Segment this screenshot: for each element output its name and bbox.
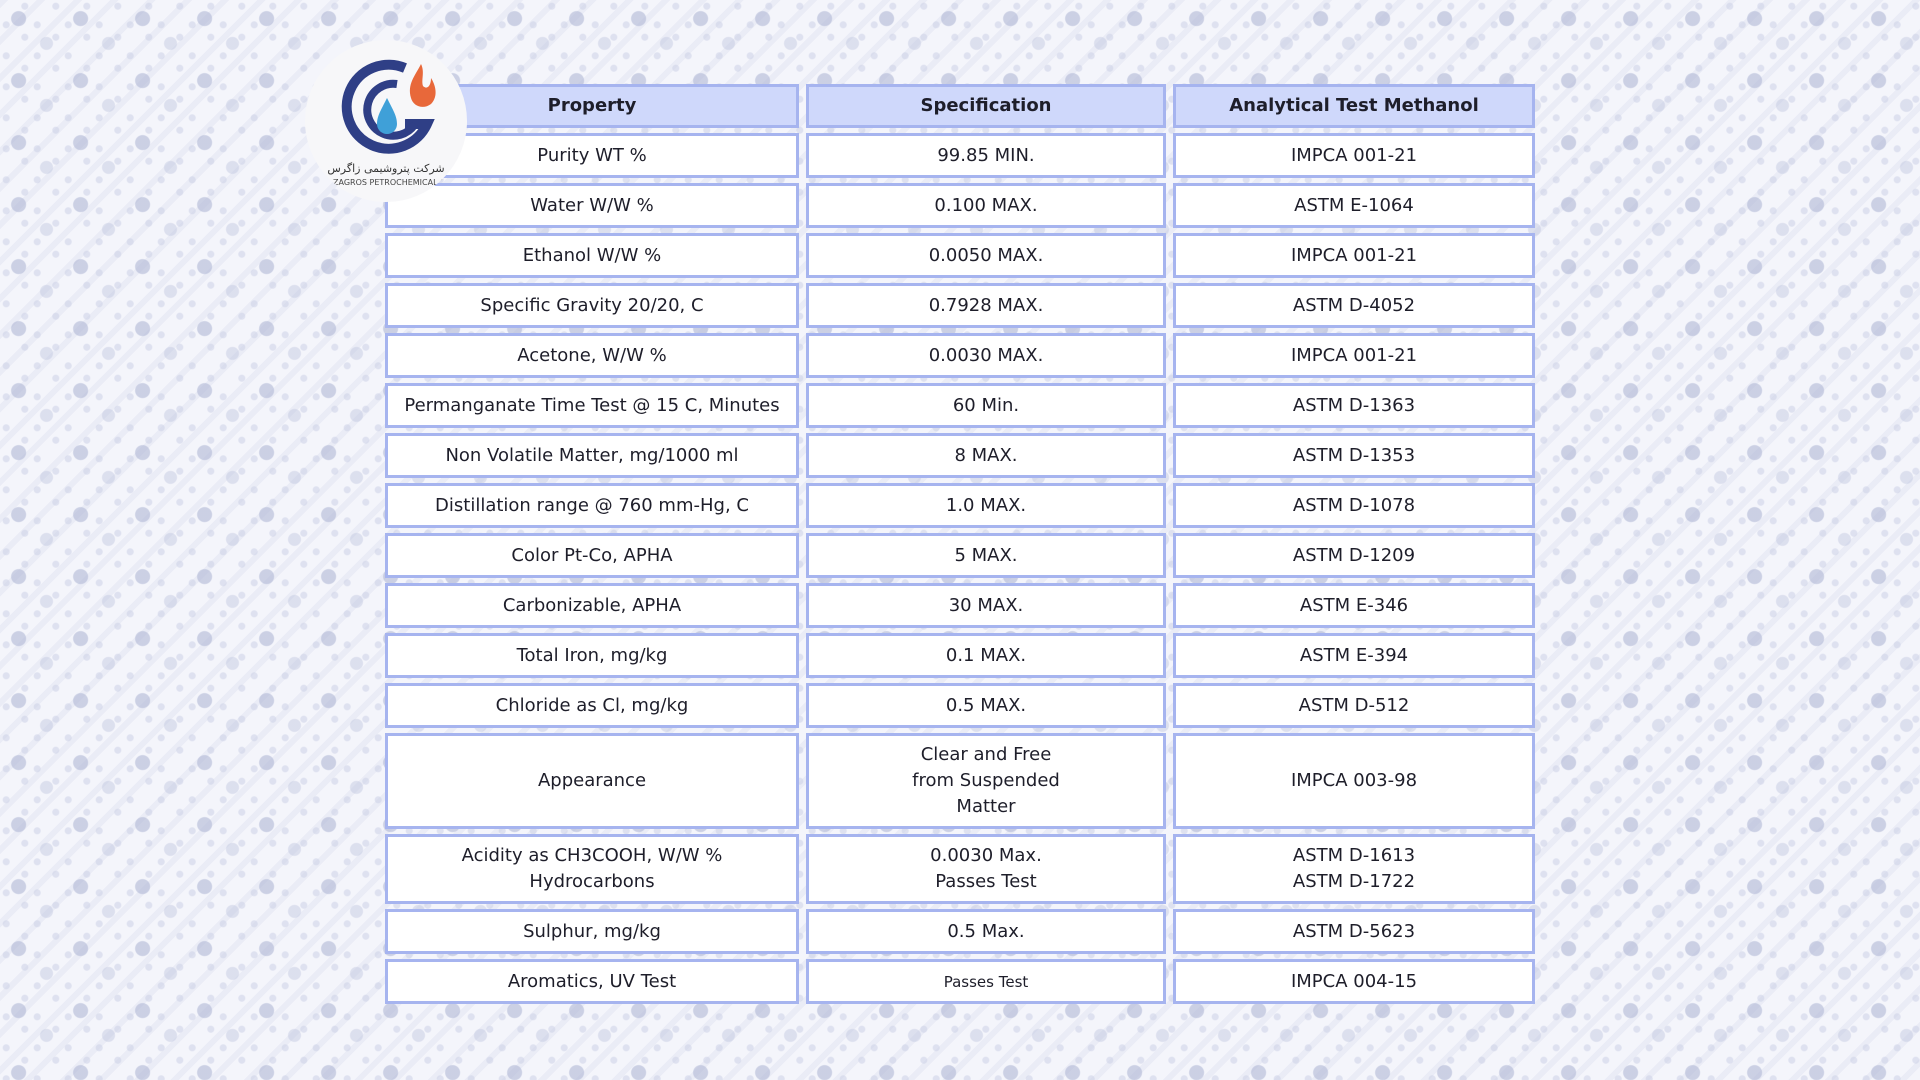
cell-method: ASTM E-1064 [1173,183,1535,228]
table-row [385,533,1535,578]
cell-specification: 0.0030 MAX. [806,333,1166,378]
table-row [385,633,1535,678]
table-row [385,233,1535,278]
cell-method: ASTM E-346 [1173,583,1535,628]
cell-property: Distillation range @ 760 mm-Hg, C [385,483,799,528]
logo-emblem-icon [335,54,447,166]
table-row [385,683,1535,728]
table-row [385,183,1535,228]
cell-specification-line: 0.0030 Max. [930,845,1042,866]
cell-specification: 99.85 MIN. [806,133,1166,178]
cell-method: ASTM D-512 [1173,683,1535,728]
cell-property-line: Acidity as CH3COOH, W/W % [461,845,723,866]
cell-property: Purity WT % [385,133,799,178]
cell-specification-text: Passes Test [943,972,1029,991]
cell-specification-line: Passes Test [935,871,1037,892]
cell-property: Sulphur, mg/kg [385,909,799,954]
cell-method: IMPCA 001-21 [1173,233,1535,278]
table-row [385,959,1535,1004]
table-row [385,733,1535,829]
cell-specification: 5 MAX. [806,533,1166,578]
cell-specification: 8 MAX. [806,433,1166,478]
specification-table [378,79,1542,1009]
company-logo [305,40,467,202]
cell-method: ASTM E-394 [1173,633,1535,678]
cell-specification: 0.5 Max. [806,909,1166,954]
cell-method [1173,834,1535,904]
cell-property: Specific Gravity 20/20, C [385,283,799,328]
table-row [385,433,1535,478]
cell-method: IMPCA 004-15 [1173,959,1535,1004]
cell-property [385,834,799,904]
cell-property: Water W/W % [385,183,799,228]
specification-table-container [385,84,1535,1004]
cell-property: Appearance [385,733,799,829]
cell-specification: 1.0 MAX. [806,483,1166,528]
cell-property: Acetone, W/W % [385,333,799,378]
logo-text-english: ZAGROS PETROCHEMICAL CO. [333,178,455,187]
cell-specification: 0.5 MAX. [806,683,1166,728]
logo-text-persian: شرکت پتروشیمی زاگرس [327,162,445,175]
table-row [385,834,1535,904]
cell-method-line: ASTM D-1613 [1292,845,1416,866]
cell-specification-line: Clear and Free [920,744,1052,765]
cell-specification [806,834,1166,904]
cell-property: Aromatics, UV Test [385,959,799,1004]
cell-property: Color Pt-Co, APHA [385,533,799,578]
cell-specification: 0.0050 MAX. [806,233,1166,278]
cell-method: ASTM D-1353 [1173,433,1535,478]
table-row [385,333,1535,378]
cell-property: Permanganate Time Test @ 15 C, Minutes [385,383,799,428]
cell-method: IMPCA 003-98 [1173,733,1535,829]
table-row [385,283,1535,328]
table-row [385,909,1535,954]
cell-method: IMPCA 001-21 [1173,333,1535,378]
header-property: Property [385,84,799,128]
cell-property: Chloride as Cl, mg/kg [385,683,799,728]
cell-method-line: ASTM D-1722 [1292,871,1416,892]
cell-specification-line: Matter [956,796,1016,817]
cell-method: ASTM D-1078 [1173,483,1535,528]
header-analytical-test: Analytical Test Methanol [1173,84,1535,128]
header-specification: Specification [806,84,1166,128]
cell-property: Total Iron, mg/kg [385,633,799,678]
table-row [385,483,1535,528]
cell-specification: 0.7928 MAX. [806,283,1166,328]
table-header-row [385,84,1535,128]
table-row [385,583,1535,628]
cell-specification [806,733,1166,829]
cell-property-line: Hydrocarbons [529,871,655,892]
cell-property: Carbonizable, APHA [385,583,799,628]
cell-specification: 60 Min. [806,383,1166,428]
cell-property: Ethanol W/W % [385,233,799,278]
table-row [385,133,1535,178]
cell-specification: 0.100 MAX. [806,183,1166,228]
cell-specification [806,959,1166,1004]
cell-specification: 30 MAX. [806,583,1166,628]
cell-method: ASTM D-5623 [1173,909,1535,954]
table-row [385,383,1535,428]
cell-specification-line: from Suspended [912,770,1060,791]
cell-property: Non Volatile Matter, mg/1000 ml [385,433,799,478]
cell-method: ASTM D-1363 [1173,383,1535,428]
cell-method: IMPCA 001-21 [1173,133,1535,178]
cell-specification: 0.1 MAX. [806,633,1166,678]
cell-method: ASTM D-4052 [1173,283,1535,328]
cell-method: ASTM D-1209 [1173,533,1535,578]
